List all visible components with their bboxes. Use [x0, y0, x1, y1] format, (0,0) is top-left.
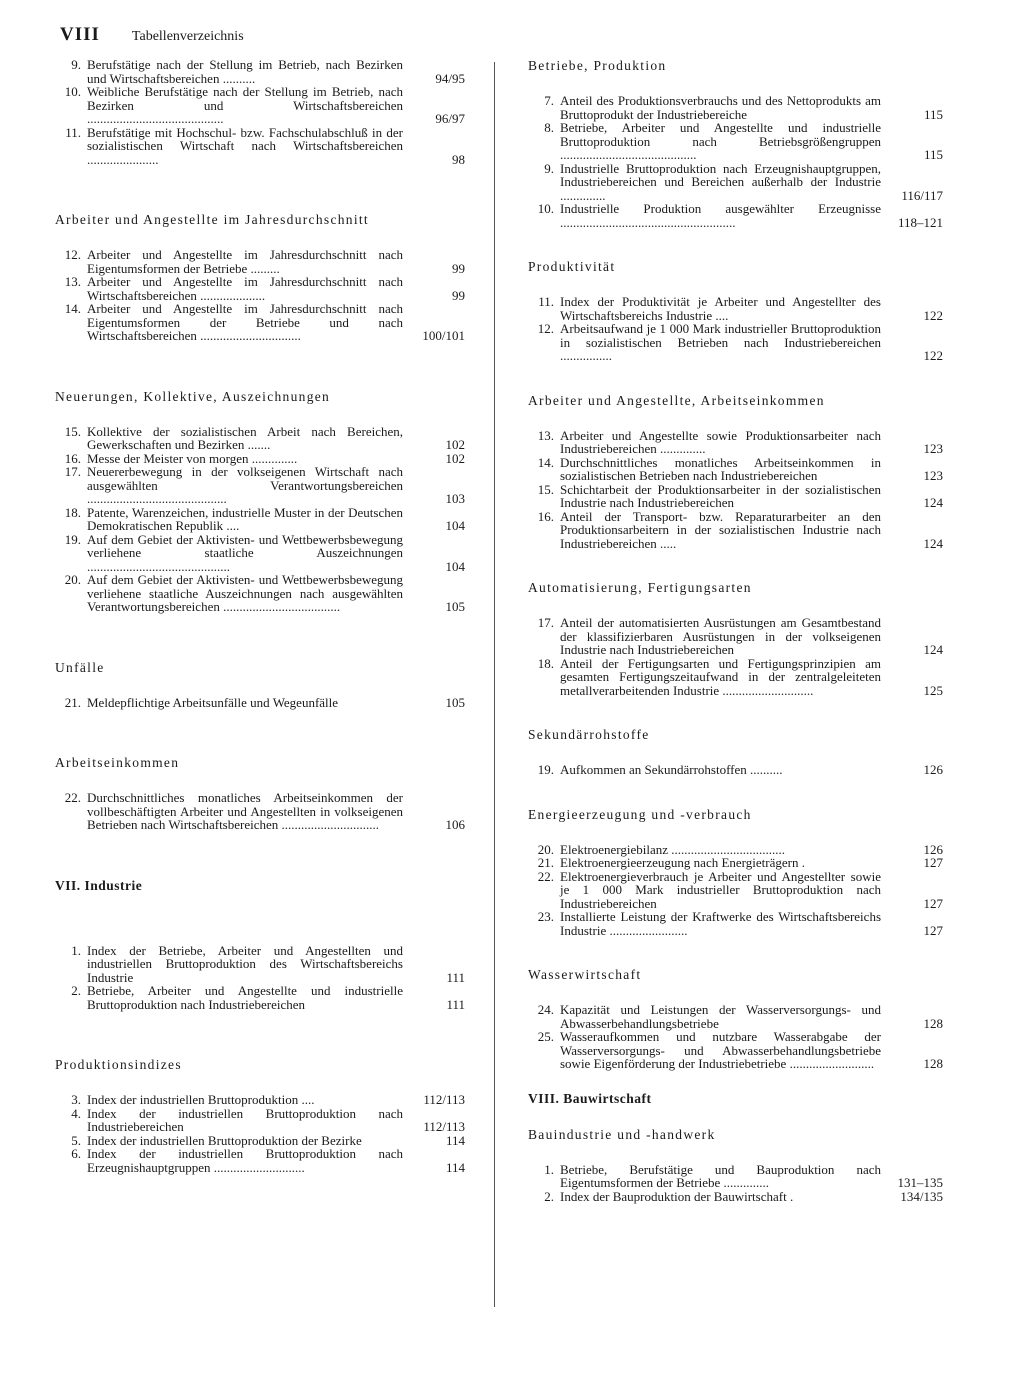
section	[528, 580, 943, 697]
toc-entry	[55, 465, 465, 506]
toc-entry	[528, 763, 943, 777]
entry-text: Kollektive der sozialistischen Arbeit nach Bereichen, Gewerkschaften und Bezirken .......	[87, 423, 403, 452]
toc-entry	[528, 843, 943, 857]
entry-list	[528, 1003, 943, 1071]
entry-text: Arbeiter und Angestellte im Jahresdurchschnitt nach Eigentumsformen der Betriebe und nach Wirtschaftsbereichen ...............................	[87, 301, 403, 343]
section	[528, 393, 943, 551]
entry-number: 8.	[544, 120, 554, 135]
section-title: Bauindustrie und -handwerk	[528, 1126, 716, 1142]
entry-page: 99	[452, 260, 465, 276]
toc-entry	[55, 1093, 465, 1107]
entry-page: 96/97	[435, 111, 465, 126]
toc-entry	[528, 616, 943, 657]
entry-text: Betriebe, Arbeiter und Angestellte und industrielle Bruttoproduktion nach Industriebereichen	[87, 983, 403, 1012]
entry-list	[528, 429, 943, 551]
entry-number: 19.	[537, 762, 554, 777]
entry-number: 13.	[537, 427, 554, 443]
toc-entry	[528, 657, 943, 698]
entry-page: 100/101	[422, 328, 465, 343]
section	[528, 259, 943, 363]
entry-number: 21.	[537, 855, 554, 870]
entry-number: 1.	[71, 942, 81, 958]
entry-list	[528, 94, 943, 229]
entry-number: 17.	[64, 464, 81, 479]
toc-entry	[528, 510, 943, 551]
entry-list	[55, 944, 465, 1012]
entry-page: 126	[923, 762, 943, 777]
entry-text: Anteil der automatisierten Ausrüstungen am Gesamtbestand der klassifizierbaren Ausrüstungen in der volkseigenen Industrie nach Industriebereichen	[560, 615, 881, 657]
entry-page: 94/95	[435, 70, 465, 86]
entry-page: 106	[445, 817, 465, 832]
entry-number: 24.	[537, 1002, 554, 1017]
entry-number: 4.	[71, 1105, 81, 1121]
entry-text: Kapazität und Leistungen der Wasserversorgungs- und Abwasserbehandlungsbetriebe	[560, 1002, 881, 1031]
toc-entry	[55, 126, 465, 167]
entry-page: 114	[445, 1132, 465, 1148]
entry-number: 10.	[64, 84, 81, 99]
section-title: Wasserwirtschaft	[528, 967, 642, 982]
entry-page: 116/117	[901, 187, 943, 203]
section	[55, 755, 465, 832]
entry-page: 112/113	[423, 1119, 465, 1134]
entry-text: Berufstätige nach der Stellung im Betrieb, nach Bezirken und Wirtschaftsbereichen ..........	[87, 57, 403, 86]
chapter-title: VIII. Bauwirtschaft	[528, 1090, 652, 1106]
toc-entry	[528, 910, 943, 937]
chapter-title: VII. Industrie	[55, 877, 143, 893]
entry-number: 12.	[64, 247, 81, 262]
entry-number: 14.	[64, 301, 81, 316]
entry-number: 15.	[537, 481, 554, 497]
entry-number: 20.	[64, 572, 81, 587]
entry-text: Elektroenergieerzeugung nach Energieträgern .	[560, 855, 805, 870]
toc-entry	[55, 58, 465, 85]
section	[528, 727, 943, 777]
entry-page: 124	[923, 642, 943, 657]
section-title: Betriebe, Produktion	[528, 58, 667, 73]
entry-page: 99	[452, 287, 465, 303]
entry-list	[55, 1093, 465, 1174]
entry-number: 17.	[537, 615, 554, 630]
page-number: VIII	[60, 24, 100, 45]
toc-entry	[55, 696, 465, 710]
entry-text: Patente, Warenzeichen, industrielle Muster in der Deutschen Demokratischen Republik ....	[87, 504, 403, 533]
entry-page: 125	[923, 682, 943, 698]
entry-number: 1.	[544, 1161, 554, 1177]
toc-entry	[55, 452, 465, 466]
entry-number: 11.	[65, 124, 81, 140]
entry-page: 122	[923, 307, 943, 323]
entry-text: Auf dem Gebiet der Aktivisten- und Wettbewerbsbewegung verliehene staatliche Auszeichnungen ............................................	[87, 531, 403, 574]
entry-text: Index der industriellen Bruttoproduktion nach Erzeugnishauptgruppen ............................	[87, 1146, 403, 1175]
toc-entry	[528, 1003, 943, 1030]
entry-text: Index der Bauproduktion der Bauwirtschaft .	[560, 1188, 794, 1204]
entry-text: Anteil des Produktionsverbrauchs und des Nettoprodukts am Bruttoprodukt der Industriebereiche	[560, 93, 881, 122]
entry-text: Messe der Meister von morgen ..............	[87, 450, 298, 466]
entry-text: Wasseraufkommen und nutzbare Wasserabgabe der Wasserversorgungs- und Abwasserbehandlungsbetriebe sowie Eigenförderung der Industriebetriebe ..........................	[560, 1029, 881, 1071]
entry-text: Industrielle Bruttoproduktion nach Erzeugnishauptgruppen, Industriebereichen und Bereichen außerhalb der Industrie ..............	[560, 160, 881, 203]
toc-entry	[528, 322, 943, 363]
section	[528, 58, 943, 229]
section	[55, 212, 465, 343]
entry-page: 123	[923, 441, 943, 456]
entry-text: Arbeiter und Angestellte sowie Produktionsarbeiter nach Industriebereichen ..............	[560, 427, 881, 456]
entry-number: 9.	[71, 57, 81, 72]
toc-entry	[55, 944, 465, 985]
toc-entry	[528, 94, 943, 121]
right-column	[528, 58, 943, 1203]
toc-entry	[528, 429, 943, 456]
entry-text: Index der Produktivität je Arbeiter und Angestellter des Wirtschaftsbereichs Industrie ....	[560, 294, 881, 323]
entry-page: 122	[923, 348, 943, 363]
entry-text: Aufkommen an Sekundärrohstoffen ..........	[560, 762, 783, 777]
entry-text: Index der industriellen Bruttoproduktion der Bezirke	[87, 1132, 362, 1148]
entry-text: Meldepflichtige Arbeitsunfälle und Wegeunfälle	[87, 694, 339, 710]
entry-page: 103	[445, 491, 465, 506]
section	[528, 1091, 943, 1107]
toc-entry	[528, 121, 943, 162]
entry-page: 112/113	[423, 1092, 465, 1107]
section	[528, 967, 943, 1071]
entry-page: 131–135	[897, 1175, 943, 1190]
entry-text: Elektroenergieverbrauch je Arbeiter und Angestellter sowie je 1 000 Mark industrieller Bruttoproduktion nach Industriebereichen	[560, 868, 881, 911]
section-title: Arbeitseinkommen	[55, 755, 180, 770]
entry-page: 105	[445, 599, 465, 614]
entry-list	[528, 763, 943, 777]
entry-text: Auf dem Gebiet der Aktivisten- und Wettbewerbsbewegung verliehene staatliche Auszeichnungen nach ausgewählten Verantwortungsbereichen ....................................	[87, 572, 403, 614]
section-title: Sekundärrohstoffe	[528, 727, 650, 742]
entry-text: Durchschnittliches monatliches Arbeitseinkommen in sozialistischen Betrieben nach Industriebereichen	[560, 454, 881, 483]
entry-text: Index der Betriebe, Arbeiter und Angestellten und industriellen Bruttoproduktion des Wirtschaftsbereichs Industrie	[87, 942, 403, 985]
entry-number: 14.	[537, 454, 554, 470]
entry-list	[55, 791, 465, 832]
entry-page: 104	[445, 518, 465, 533]
section-title: Unfälle	[55, 659, 105, 675]
entry-number: 20.	[537, 841, 554, 857]
entry-text: Industrielle Produktion ausgewählter Erzeugnisse ......................................................	[560, 201, 881, 230]
toc-entry	[528, 1190, 943, 1204]
entry-list	[55, 248, 465, 343]
section-title: Energieerzeugung und -verbrauch	[528, 806, 752, 822]
entry-page: 124	[923, 495, 943, 510]
section	[528, 1127, 943, 1204]
entry-number: 6.	[71, 1146, 81, 1161]
section-title: Produktionsindizes	[55, 1057, 182, 1072]
entry-list	[528, 295, 943, 363]
section-title: Neuerungen, Kollektive, Auszeichnungen	[55, 388, 331, 404]
entry-page: 126	[923, 841, 943, 857]
toc-entry	[528, 202, 943, 229]
toc-entry	[55, 533, 465, 574]
entry-number: 16.	[537, 508, 554, 524]
entry-text: Index der industriellen Bruttoproduktion nach Industriebereichen	[87, 1105, 403, 1134]
entry-number: 2.	[544, 1188, 554, 1204]
entry-text: Elektroenergiebilanz ...................................	[560, 841, 786, 857]
entry-page: 102	[445, 437, 465, 452]
entry-text: Betriebe, Arbeiter und Angestellte und industrielle Bruttoproduktion nach Betriebsgrößengruppen ..........................................	[560, 120, 881, 162]
entry-text: Arbeiter und Angestellte im Jahresdurchschnitt nach Eigentumsformen der Betriebe .........	[87, 247, 403, 276]
entry-page: 128	[923, 1056, 943, 1071]
section-title: Produktivität	[528, 259, 616, 274]
entry-page: 102	[445, 450, 465, 466]
entry-text: Neuererbewegung in der volkseigenen Wirtschaft nach ausgewählten Verantwortungsbereichen ...........................................	[87, 464, 403, 506]
entry-page: 98	[452, 151, 465, 167]
entry-text: Betriebe, Berufstätige und Bauproduktion nach Eigentumsformen der Betriebe ..............	[560, 1161, 881, 1190]
entry-text: Anteil der Transport- bzw. Reparaturarbeiter an den Produktionsarbeitern in der sozialistischen Industrie nach Industriebereichen .....	[560, 508, 881, 551]
entry-list	[55, 696, 465, 710]
entry-page: 115	[923, 147, 943, 162]
entry-text: Durchschnittliches monatliches Arbeitseinkommen der vollbeschäftigten Arbeiter und Angestellten in volkseigenen Betrieben nach Wirtschaftsbereichen ..............................	[87, 790, 403, 832]
toc-entry	[55, 275, 465, 302]
column-divider	[494, 62, 495, 1307]
toc-entry	[55, 85, 465, 126]
toc-entry	[528, 1030, 943, 1071]
page-title: Tabellenverzeichnis	[131, 29, 244, 44]
entry-number: 18.	[537, 655, 554, 671]
entry-page: 118–121	[897, 214, 943, 230]
entry-page: 123	[923, 468, 943, 483]
entry-text: Arbeiter und Angestellte im Jahresdurchschnitt nach Wirtschaftsbereichen ....................	[87, 274, 403, 303]
entry-number: 25.	[537, 1029, 554, 1044]
toc-entry	[528, 295, 943, 322]
entry-number: 12.	[537, 321, 554, 336]
entry-number: 13.	[64, 274, 81, 289]
entry-number: 5.	[71, 1132, 81, 1148]
entry-number: 18.	[64, 504, 81, 520]
toc-entry	[528, 483, 943, 510]
section	[55, 878, 465, 1012]
entry-list	[528, 1163, 943, 1204]
toc-entry	[528, 856, 943, 870]
entry-page: 134/135	[900, 1188, 943, 1204]
entry-list	[55, 425, 465, 614]
entry-text: Schichtarbeit der Produktionsarbeiter in der sozialistischen Industrie nach Industriebereichen	[560, 481, 881, 510]
entry-number: 23.	[537, 909, 554, 924]
entry-list	[528, 616, 943, 697]
entry-list	[55, 58, 465, 166]
section	[528, 807, 943, 938]
entry-page: 124	[923, 535, 943, 551]
entry-number: 19.	[64, 531, 81, 547]
entry-page: 104	[445, 558, 465, 574]
entry-number: 9.	[544, 160, 554, 176]
entry-number: 3.	[71, 1092, 81, 1107]
toc-entry	[55, 573, 465, 614]
entry-list	[528, 843, 943, 938]
entry-page: 127	[923, 855, 943, 870]
entry-number: 22.	[537, 868, 554, 884]
toc-entry	[528, 1163, 943, 1190]
toc-entry	[55, 791, 465, 832]
toc-entry	[528, 456, 943, 483]
toc-entry	[55, 506, 465, 533]
entry-number: 2.	[71, 983, 81, 998]
entry-page: 128	[923, 1015, 943, 1031]
section-title: Automatisierung, Fertigungsarten	[528, 580, 752, 595]
toc-entry	[55, 248, 465, 275]
section	[55, 660, 465, 710]
entry-text: Index der industriellen Bruttoproduktion ....	[87, 1092, 315, 1107]
entry-page: 127	[923, 895, 943, 911]
entry-page: 111	[446, 996, 465, 1012]
entry-page: 111	[446, 969, 465, 985]
section	[55, 389, 465, 614]
toc-entry	[55, 984, 465, 1011]
entry-number: 22.	[64, 790, 81, 805]
entry-text: Arbeitsaufwand je 1 000 Mark industrieller Bruttoproduktion in sozialistischen Betrieben nach Industriebereichen ................	[560, 321, 881, 363]
section-title: Arbeiter und Angestellte, Arbeitseinkommen	[528, 392, 825, 408]
entry-text: Weibliche Berufstätige nach der Stellung im Betrieb, nach Bezirken und Wirtschaftsbereichen ..........................................	[87, 84, 403, 126]
entry-number: 11.	[538, 294, 554, 309]
entry-text: Installierte Leistung der Kraftwerke des Wirtschaftsbereichs Industrie ........................	[560, 909, 881, 938]
section-title: Arbeiter und Angestellte im Jahresdurchschnitt	[55, 212, 369, 227]
entry-number: 15.	[64, 423, 81, 439]
entry-number: 10.	[537, 201, 554, 216]
entry-page: 105	[445, 694, 465, 710]
entry-number: 21.	[64, 694, 81, 710]
entry-text: Anteil der Fertigungsarten und Fertigungsprinzipien am gesamten Fertigungszeitaufwand in der zentralgeleiteten metallverarbeitenden Industrie ............................	[560, 655, 881, 698]
entry-text: Berufstätige mit Hochschul- bzw. Fachschulabschluß in der sozialistischen Wirtschaft nach Wirtschaftsbereichen ......................	[87, 124, 403, 167]
section	[55, 58, 465, 166]
section	[55, 1057, 465, 1174]
entry-page: 115	[923, 106, 943, 122]
toc-entry	[55, 1147, 465, 1174]
entry-number: 7.	[544, 93, 554, 108]
toc-entry	[55, 425, 465, 452]
toc-entry	[55, 1134, 465, 1148]
page-header	[60, 24, 244, 46]
entry-page: 127	[923, 922, 943, 938]
toc-entry	[528, 162, 943, 203]
left-column	[55, 58, 465, 1174]
toc-entry	[528, 870, 943, 911]
entry-page: 114	[445, 1159, 465, 1175]
toc-entry	[55, 1107, 465, 1134]
toc-entry	[55, 302, 465, 343]
entry-number: 16.	[64, 450, 81, 466]
